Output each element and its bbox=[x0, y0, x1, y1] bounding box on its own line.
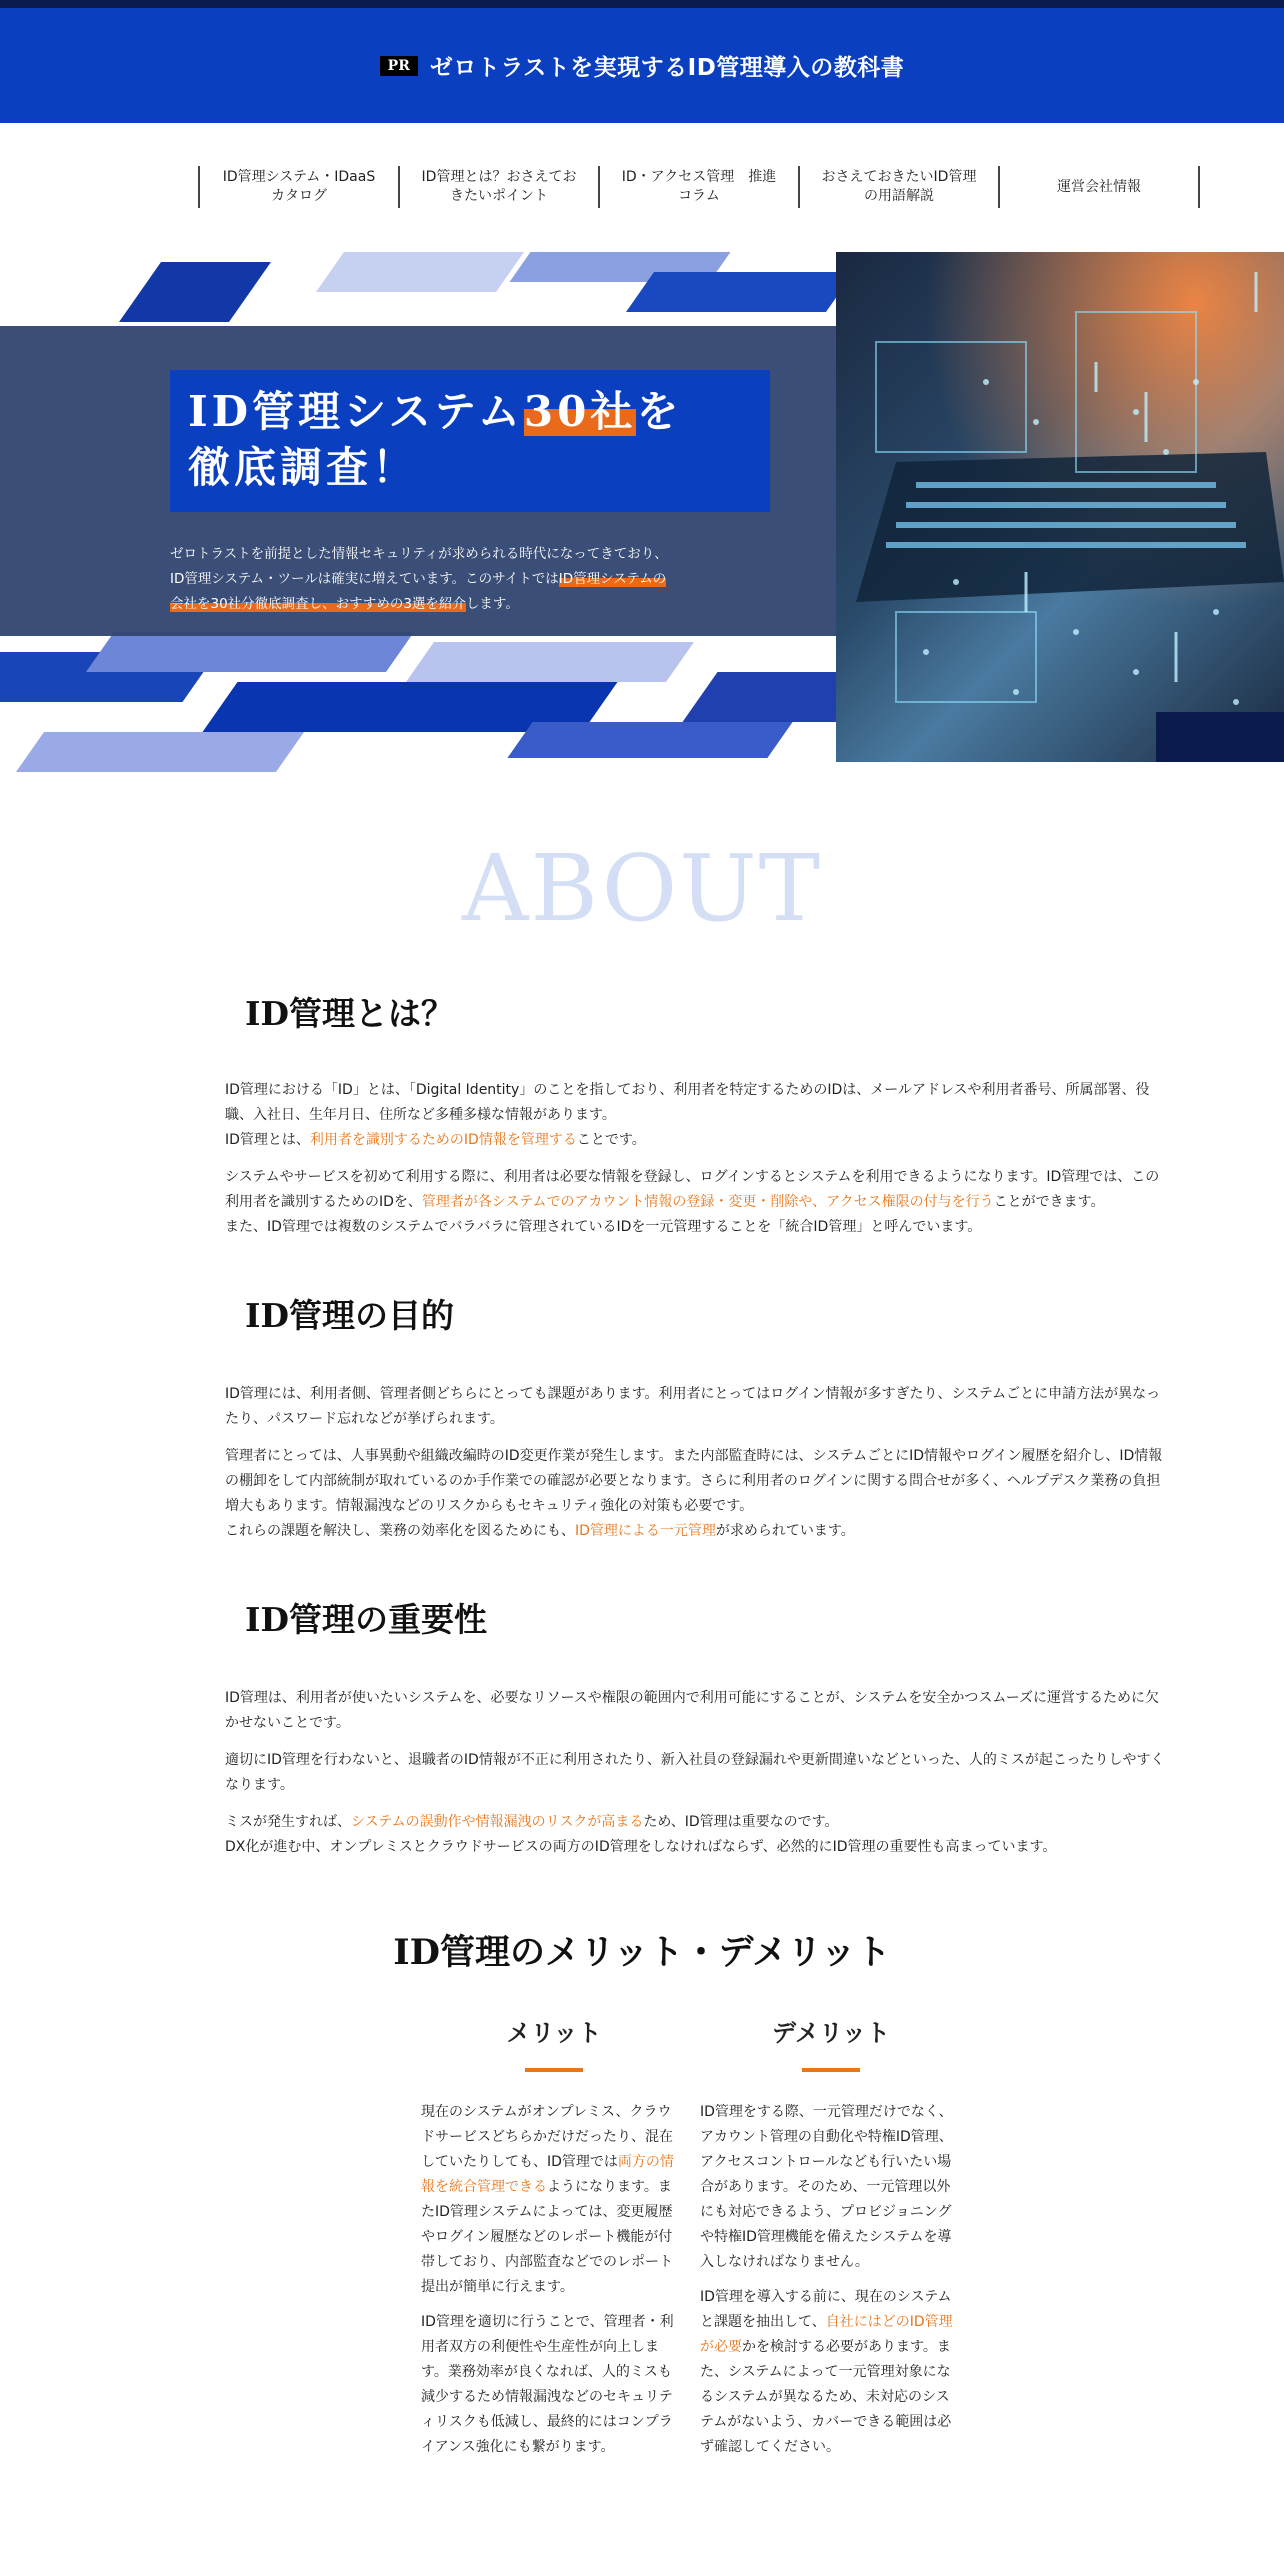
hero-title bbox=[188, 384, 682, 496]
text-span: これらの課題を解決し、業務の効率化を図るためにも、 bbox=[225, 1523, 575, 1539]
highlight-text: 自社にはどのID管理が必要 bbox=[700, 2314, 953, 2355]
section2-p3 bbox=[225, 1519, 1165, 1544]
hero bbox=[0, 252, 1284, 792]
highlight-text: 両方の情報を統合管理できる bbox=[421, 2154, 674, 2195]
nav-item-glossary[interactable]: おさえておきたいID管理 の用語解説 bbox=[800, 166, 1000, 208]
top-accent-line bbox=[0, 0, 1284, 8]
section1-p2 bbox=[225, 1165, 1165, 1215]
merit-demerit-title: ID管理のメリット・デメリット bbox=[393, 1932, 891, 1973]
section1-body bbox=[225, 1078, 1165, 1240]
site-title[interactable]: ゼロトラストを実現するID管理導入の教科書 bbox=[429, 55, 905, 81]
text-span: ようになります。またID管理システムによっては、変更履歴やログイン履歴などのレポート機能が付帯しており、内部監査などでのレポート提出が簡単に行えます。 bbox=[421, 2179, 673, 2295]
merit-p1 bbox=[421, 2100, 677, 2300]
text-span: ことです。 bbox=[576, 1132, 646, 1148]
hero-desc-highlight: ID管理システムの会社を30社分徹底調査し、おすすめの3選を紹介 bbox=[170, 571, 667, 612]
section-heading-purpose: ID管理の目的 bbox=[245, 1296, 455, 1335]
demerit-p1: ID管理をする際、一元管理だけでなく、アカウント管理の自動化や特権ID管理、アクセスコントロールなども行いたい場合があります。そのため、一元管理以外にも対応できるよう、プロビジョニングや特権ID管理機能を備えたシステムを導入しなければなりません。 bbox=[700, 2104, 953, 2270]
text-span: ID管理を導入する前に、現在のシステムと課題を抽出して、 bbox=[700, 2289, 952, 2330]
section3-p3 bbox=[225, 1810, 1165, 1835]
nav-item-column[interactable]: ID・アクセス管理 推進 コラム bbox=[600, 166, 800, 208]
demerit-p2 bbox=[700, 2285, 956, 2460]
site-header bbox=[0, 8, 1284, 123]
text-span: ミスが発生すれば、 bbox=[225, 1814, 351, 1830]
hero-title-part: を bbox=[636, 387, 683, 436]
demerit-body bbox=[700, 2100, 956, 2460]
section1-p2c: また、ID管理では複数のシステムでバラバラに管理されているIDを一元管理することを「統合ID管理」と呼んでいます。 bbox=[225, 1219, 982, 1235]
text-span: ことができます。 bbox=[993, 1194, 1105, 1210]
merit-body bbox=[421, 2100, 677, 2460]
highlight-text: システムの誤動作や情報漏洩のリスクが高まる bbox=[351, 1814, 644, 1830]
demerit-underline bbox=[802, 2068, 860, 2072]
highlight-text: 管理者が各システムでのアカウント情報の登録・変更・削除や、アクセス権限の付与を行う bbox=[421, 1194, 994, 1210]
merit-underline bbox=[525, 2068, 583, 2072]
merit-heading: メリット bbox=[506, 2018, 602, 2047]
merit-p2: ID管理を適切に行うことで、管理者・利用者双方の利便性や生産性が向上します。業務効率が良くなれば、人的ミスも減少するため情報漏洩などのセキュリティリスクも低減し、最終的にはコンプライアンス強化にも繋がります。 bbox=[421, 2314, 674, 2455]
hero-desc-text: ゼロトラストを前提とした情報セキュリティが求められる時代になってきており、ID管理システム・ツールは確実に増えています。このサイトでは bbox=[170, 546, 668, 587]
section2-p1: ID管理には、利用者側、管理者側どちらにとっても課題があります。利用者にとってはログイン情報が多すぎたり、システムごとに申請方法が異なったり、パスワード忘れなどが挙げられます。 bbox=[225, 1386, 1161, 1427]
hero-photo-laptop-digital bbox=[836, 252, 1284, 762]
section2-p2: 管理者にとっては、人事異動や組織改編時のID変更作業が発生します。また内部監査時には、システムごとにID情報やログイン履歴を紹介し、ID情報の棚卸をして内部統制が取れているのか手作業での確認が必要となります。さらに利用者のログインに関する問合せが多く、ヘルプデスク業務の負担増大もあります。情報漏洩などのリスクからもセキュリティ強化の対策も必要です。 bbox=[225, 1448, 1163, 1514]
global-nav bbox=[198, 166, 1200, 208]
text-span: ため、ID管理は重要なのです。 bbox=[643, 1814, 839, 1830]
section1-p1b bbox=[225, 1128, 1165, 1153]
hero-desc-text: します。 bbox=[465, 596, 519, 612]
highlight-text: 利用者を識別するためのID情報を管理する bbox=[309, 1132, 577, 1148]
section3-body bbox=[225, 1686, 1165, 1860]
section3-p2: 適切にID管理を行わないと、退職者のID情報が不正に利用されたり、新入社員の登録漏れや更新間違いなどといった、人的ミスが起こったりしやすくなります。 bbox=[225, 1752, 1165, 1793]
hero-title-highlight: 30社 bbox=[523, 387, 637, 436]
hero-title-part: ID管理システム bbox=[188, 387, 524, 436]
hero-description bbox=[170, 542, 670, 617]
section1-p1: ID管理における「ID」とは、「Digital Identity」のことを指しており、利用者を特定するためのIDは、メールアドレスや利用者番号、所属部署、役職、入社日、生年月日、住所など多種多様な情報があります。 bbox=[225, 1082, 1150, 1123]
nav-item-points[interactable]: ID管理とは？おさえてお きたいポイント bbox=[400, 166, 600, 208]
nav-item-company[interactable]: 運営会社情報 bbox=[1000, 166, 1200, 208]
text-span: ID管理とは、 bbox=[225, 1132, 310, 1148]
section2-body bbox=[225, 1382, 1165, 1544]
text-span: が求められています。 bbox=[715, 1523, 855, 1539]
section-heading-what-is-id: ID管理とは？ bbox=[245, 994, 455, 1033]
nav-item-catalog[interactable]: ID管理システム・IDaaS カタログ bbox=[200, 166, 400, 208]
hero-title-line2: 徹底調査！ bbox=[188, 443, 419, 492]
section-heading-importance: ID管理の重要性 bbox=[245, 1600, 488, 1639]
text-span: 現在のシステムがオンプレミス、クラウドサービスどちらかだけだったり、混在していたりしても、ID管理では bbox=[421, 2104, 673, 2170]
pr-badge: PR bbox=[380, 56, 418, 76]
text-span: システムやサービスを初めて利用する際に、利用者は必要な情報を登録し、ログインするとシステムを利用できるようになります。ID管理では、この利用者を識別するためのIDを、 bbox=[225, 1169, 1160, 1210]
demerit-heading: デメリット bbox=[771, 2018, 891, 2047]
about-heading: ABOUT bbox=[461, 835, 823, 942]
hero-title-box bbox=[170, 370, 770, 512]
text-span: かを検討する必要があります。また、システムによって一元管理対象になるシステムが異なるため、未対応のシステムがないよう、カバーできる範囲は必ず確認してください。 bbox=[700, 2339, 952, 2455]
section3-p4: DX化が進む中、オンプレミスとクラウドサービスの両方のID管理をしなければならず、必然的にID管理の重要性も高まっています。 bbox=[225, 1839, 1057, 1855]
section3-p1: ID管理は、利用者が使いたいシステムを、必要なリソースや権限の範囲内で利用可能にすることが、システムを安全かつスムーズに運営するために欠かせないことです。 bbox=[225, 1690, 1160, 1731]
highlight-text: ID管理による一元管理 bbox=[575, 1523, 716, 1539]
